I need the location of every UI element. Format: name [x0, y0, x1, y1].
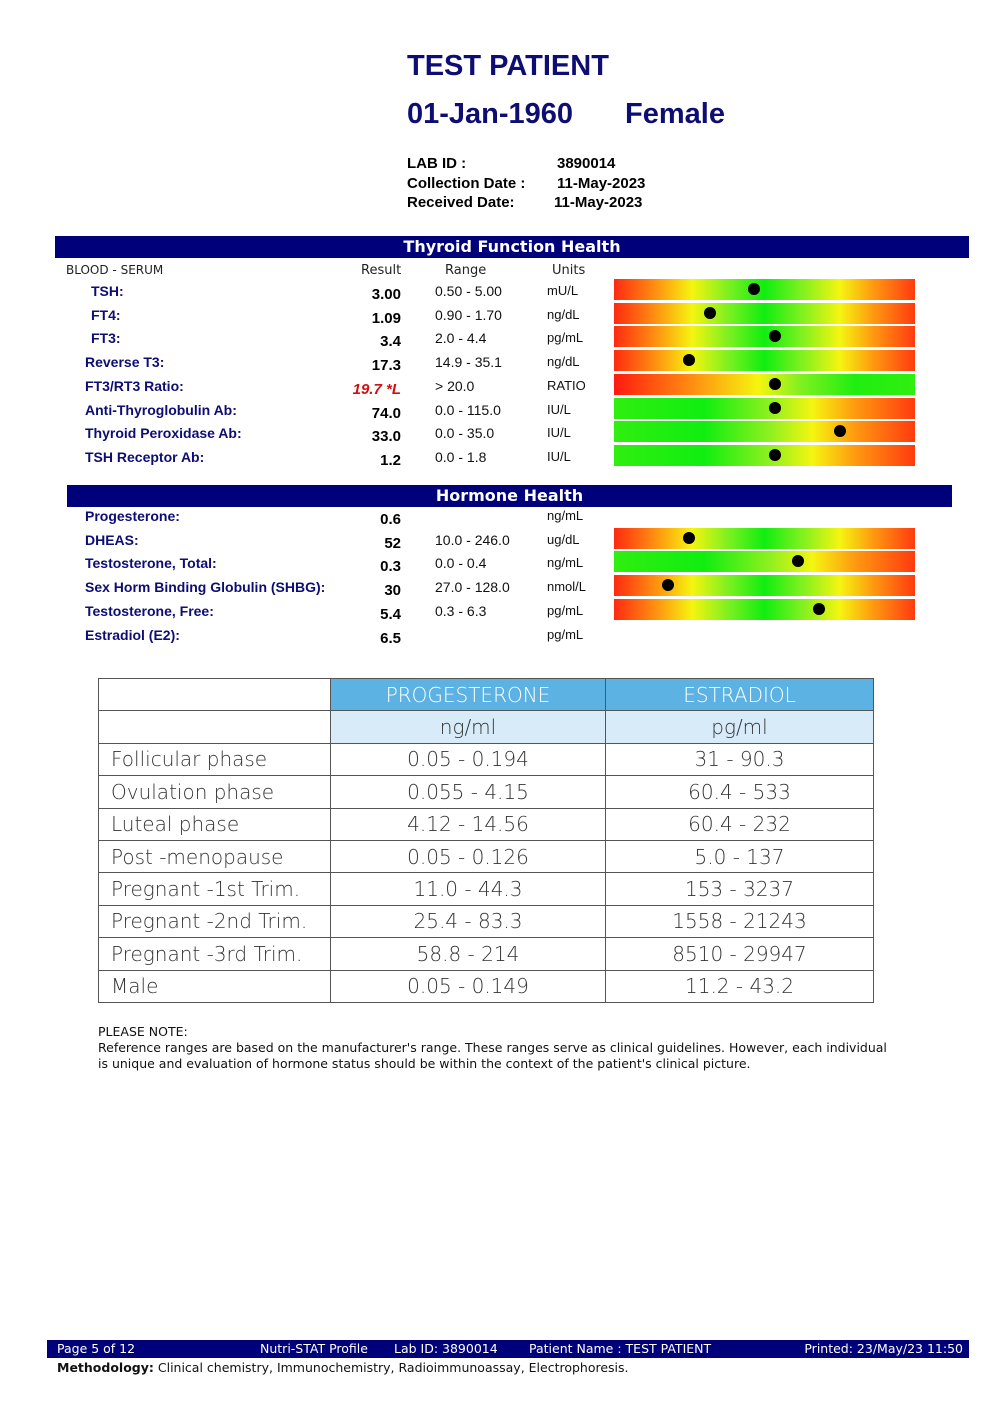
reference-range: 0.50 - 5.00 [435, 283, 502, 299]
range-gauge [614, 350, 915, 371]
units: ng/dL [547, 354, 580, 370]
test-result: 19.7 *L [352, 380, 401, 398]
estradiol-header: ESTRADIOL [606, 679, 874, 711]
range-gauge [614, 326, 915, 347]
test-name: FT4: [91, 306, 121, 323]
estradiol-range: 11.2 - 43.2 [606, 970, 874, 1002]
reference-range: 14.9 - 35.1 [435, 354, 502, 371]
estradiol-range: 31 - 90.3 [606, 743, 874, 775]
range-gauge [614, 303, 915, 324]
estradiol-range: 153 - 3237 [606, 873, 874, 905]
result-marker [662, 579, 674, 591]
table-row [99, 938, 874, 970]
range-gauge [614, 374, 915, 395]
test-result: 3.4 [380, 333, 401, 351]
test-name: Testosterone, Free: [85, 602, 214, 619]
estradiol-range: 60.4 - 533 [606, 776, 874, 808]
specimen-label: BLOOD - SERUM [66, 263, 164, 277]
units: ng/mL [547, 555, 584, 571]
phase-label: Male [99, 970, 331, 1002]
footer-patient-name: Patient Name : TEST PATIENT [529, 1341, 712, 1356]
units: IU/L [547, 401, 571, 417]
estradiol-units: pg/ml [606, 711, 874, 743]
test-result: 0.6 [380, 511, 401, 528]
units: pg/mL [547, 626, 584, 642]
test-name: Thyroid Peroxidase Ab: [85, 425, 242, 442]
phase-label: Follicular phase [99, 743, 331, 775]
phase-label: Pregnant -3rd Trim. [99, 938, 331, 970]
empty-cell [99, 679, 331, 711]
methodology-text: Clinical chemistry, Immunochemistry, Radioimmunoassay, Electrophoresis. [153, 1360, 629, 1375]
result-marker [769, 449, 781, 461]
table-row [99, 808, 874, 840]
estradiol-range: 8510 - 29947 [606, 938, 874, 970]
patient-dob: 01-Jan-1960 [407, 98, 574, 130]
test-name: TSH: [91, 283, 124, 299]
units: ug/dL [547, 531, 580, 547]
result-marker [683, 354, 695, 366]
empty-cell [99, 711, 331, 743]
range-gauge [614, 445, 915, 466]
result-marker [769, 402, 781, 414]
reference-range: 0.3 - 6.3 [435, 602, 487, 619]
reference-range: > 20.0 [435, 377, 475, 394]
range-gauge [614, 398, 915, 419]
table-row [99, 840, 874, 872]
test-result: 3.00 [371, 286, 401, 303]
progesterone-units: ng/ml [331, 711, 606, 743]
result-marker [769, 378, 781, 390]
reference-range: 0.0 - 1.8 [435, 448, 487, 465]
progesterone-range: 25.4 - 83.3 [331, 905, 606, 937]
progesterone-range: 0.05 - 0.194 [331, 743, 606, 775]
footer-lab-id: Lab ID: 3890014 [394, 1341, 498, 1356]
test-result: 52 [384, 534, 401, 552]
received-date-value: 11-May-2023 [554, 194, 643, 211]
note-text: Reference ranges are based on the manufacturer's range. These ranges serve as clinical guidelines. However, each individual is unique and evaluation of hormone status should be within the context of the patient's clinical picture. [98, 1040, 887, 1071]
units: IU/L [547, 425, 571, 441]
result-marker [769, 330, 781, 342]
progesterone-range: 11.0 - 44.3 [331, 873, 606, 905]
collection-date-label: Collection Date : [407, 175, 526, 192]
phase-label: Ovulation phase [99, 776, 331, 808]
test-name: FT3: [91, 330, 121, 347]
phase-label: Pregnant -2nd Trim. [99, 905, 331, 937]
thyroid-section-header: Thyroid Function Health [55, 236, 969, 258]
note-title: PLEASE NOTE: [98, 1024, 188, 1039]
reference-range: 0.0 - 0.4 [435, 555, 487, 572]
test-name: Estradiol (E2): [85, 626, 180, 643]
reference-range: 27.0 - 128.0 [435, 579, 510, 596]
printed-date: Printed: 23/May/23 11:50 [804, 1341, 963, 1356]
progesterone-range: 0.055 - 4.15 [331, 776, 606, 808]
units: ng/dL [547, 306, 580, 322]
units: ng/mL [547, 508, 584, 523]
units: pg/mL [547, 330, 584, 346]
collection-date-value: 11-May-2023 [557, 175, 646, 192]
lab-id-value: 3890014 [557, 155, 616, 172]
test-name: DHEAS: [85, 531, 139, 548]
reference-range: 0.0 - 115.0 [435, 401, 501, 418]
reference-range: 2.0 - 4.4 [435, 330, 487, 347]
units: mU/L [547, 283, 579, 298]
patient-name: TEST PATIENT [407, 50, 609, 82]
test-name: Reverse T3: [85, 354, 165, 371]
table-row [99, 970, 874, 1002]
estradiol-range: 5.0 - 137 [606, 840, 874, 872]
range-column-header: Range [445, 263, 487, 278]
range-gauge [614, 421, 915, 442]
page-footer [47, 1340, 969, 1358]
units-column-header: Units [552, 263, 586, 278]
range-gauge [614, 551, 915, 572]
result-marker [813, 603, 825, 615]
result-marker [792, 555, 804, 567]
units: pg/mL [547, 602, 584, 618]
units: RATIO [547, 377, 586, 393]
result-marker [683, 532, 695, 544]
range-gauge [614, 528, 915, 549]
table-row [99, 873, 874, 905]
result-row [0, 449, 992, 473]
result-marker [748, 283, 760, 295]
reference-range: 0.90 - 1.70 [435, 306, 502, 323]
reference-range: 10.0 - 246.0 [435, 531, 510, 548]
test-name: Anti-Thyroglobulin Ab: [85, 401, 237, 418]
note [98, 1024, 898, 1072]
table-row [99, 743, 874, 775]
test-name: Sex Horm Binding Globulin (SHBG): [85, 579, 326, 596]
range-gauge [614, 279, 915, 300]
reference-range: 0.0 - 35.0 [435, 425, 495, 442]
result-marker [834, 425, 846, 437]
methodology [57, 1360, 629, 1375]
test-name: TSH Receptor Ab: [85, 448, 205, 465]
test-result: 74.0 [371, 404, 401, 422]
patient-sex: Female [625, 98, 725, 130]
units: IU/L [547, 448, 571, 464]
hormone-section-header: Hormone Health [67, 485, 952, 507]
phase-label: Luteal phase [99, 808, 331, 840]
test-result: 33.0 [371, 428, 401, 446]
estradiol-range: 1558 - 21243 [606, 905, 874, 937]
result-marker [704, 307, 716, 319]
range-gauge [614, 599, 915, 620]
received-date-label: Received Date: [407, 194, 515, 211]
reference-range-table [98, 678, 874, 1003]
test-result: 6.5 [380, 629, 401, 647]
test-result: 0.3 [380, 558, 401, 576]
progesterone-range: 4.12 - 14.56 [331, 808, 606, 840]
test-result: 30 [384, 582, 401, 600]
progesterone-range: 58.8 - 214 [331, 938, 606, 970]
lab-id-label: LAB ID : [407, 155, 467, 172]
result-row [0, 627, 992, 651]
estradiol-range: 60.4 - 232 [606, 808, 874, 840]
test-name: Testosterone, Total: [85, 555, 217, 572]
progesterone-range: 0.05 - 0.149 [331, 970, 606, 1002]
result-column-header: Result [361, 263, 402, 278]
result-row [0, 603, 992, 627]
page-number: Page 5 of 12 [57, 1341, 136, 1356]
range-gauge [614, 575, 915, 596]
table-row [99, 776, 874, 808]
test-result: 5.4 [380, 605, 401, 623]
progesterone-range: 0.05 - 0.126 [331, 840, 606, 872]
phase-label: Pregnant -1st Trim. [99, 873, 331, 905]
test-name: FT3/RT3 Ratio: [85, 377, 184, 394]
units: nmol/L [547, 579, 587, 595]
phase-label: Post -menopause [99, 840, 331, 872]
methodology-label: Methodology: [57, 1360, 154, 1375]
test-result: 1.2 [380, 451, 401, 469]
test-result: 17.3 [371, 357, 401, 375]
profile-name: Nutri-STAT Profile [260, 1341, 368, 1356]
table-row [99, 905, 874, 937]
progesterone-header: PROGESTERONE [331, 679, 606, 711]
test-name: Progesterone: [85, 508, 180, 524]
test-result: 1.09 [371, 309, 401, 327]
